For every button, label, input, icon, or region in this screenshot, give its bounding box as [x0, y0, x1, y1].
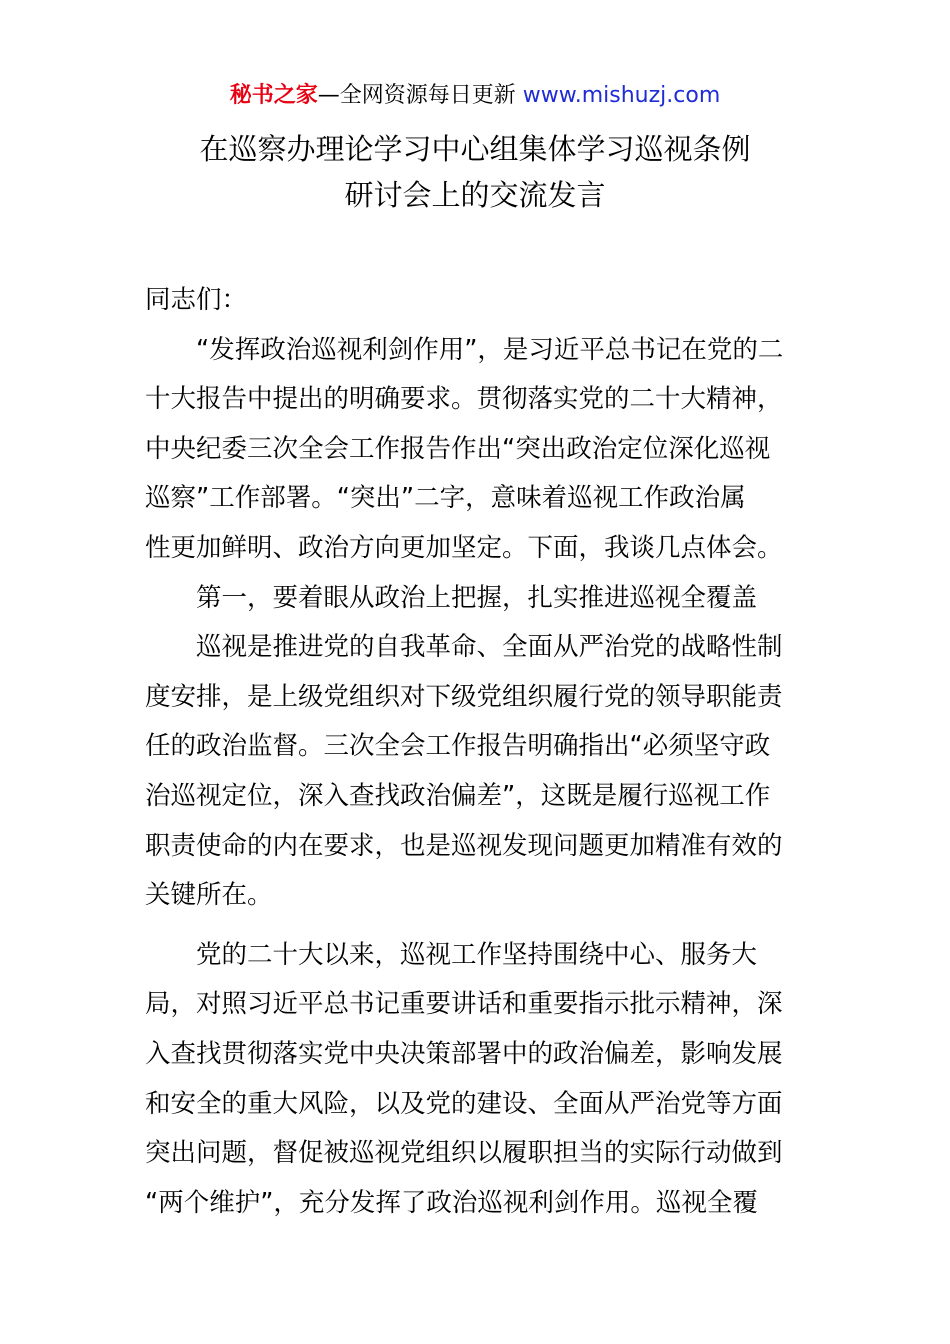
paragraph-line: 度安排，是上级党组织对下级党组织履行党的领导职能责 — [145, 681, 783, 712]
paragraph-line: “两个维护”，充分发挥了政治巡视利剑作用。巡视全覆 — [145, 1187, 758, 1218]
paragraph-line: 局，对照习近平总书记重要讲话和重要指示批示精神，深 — [145, 989, 783, 1020]
paragraph-2 — [145, 623, 807, 921]
site-header — [0, 80, 950, 112]
title-line-1: 在巡察办理论学习中心组集体学习巡视条例 — [199, 132, 751, 166]
brand-name: 秘书之家 — [229, 83, 318, 108]
paragraph-line: “发挥政治巡视利剑作用”，是习近平总书记在党的二 — [196, 334, 784, 365]
paragraph-3 — [145, 931, 807, 1229]
document-title — [0, 126, 950, 218]
paragraph-line: 中央纪委三次全会工作报告作出“突出政治定位深化巡视 — [145, 433, 771, 464]
document-body — [145, 276, 807, 1228]
paragraph-intro — [145, 326, 807, 574]
paragraph-line: 职责使命的内在要求，也是巡视发现问题更加精准有效的 — [145, 830, 783, 861]
paragraph-line: 入查找贯彻落实党中央决策部署中的政治偏差，影响发展 — [145, 1038, 783, 1069]
paragraph-line: 十大报告中提出的明确要求。贯彻落实党的二十大精神， — [145, 384, 783, 415]
salutation: 同志们： — [145, 285, 248, 315]
paragraph-line: 性更加鲜明、政治方向更加坚定。下面，我谈几点体会。 — [145, 532, 783, 563]
title-line-2: 研讨会上的交流发言 — [344, 178, 606, 212]
paragraph-line: 巡察”工作部署。“突出”二字，意味着巡视工作政治属 — [145, 483, 746, 514]
paragraph-spacer — [145, 921, 807, 931]
paragraph-line: 关键所在。 — [145, 880, 273, 911]
section-heading-1: 第一，要着眼从政治上把握，扎实推进巡视全覆盖 — [196, 582, 758, 613]
paragraph-line: 党的二十大以来，巡视工作坚持围绕中心、服务大 — [196, 939, 758, 970]
paragraph-line: 和安全的重大风险，以及党的建设、全面从严治党等方面 — [145, 1088, 783, 1119]
site-url-link[interactable]: www.mishuzj.com — [522, 83, 721, 108]
paragraph-line: 突出问题，督促被巡视党组织以履职担当的实际行动做到 — [145, 1138, 783, 1169]
header-tagline: —全网资源每日更新 — [317, 83, 523, 108]
paragraph-line: 任的政治监督。三次全会工作报告明确指出“必须坚守政 — [145, 731, 771, 762]
paragraph-line: 治巡视定位，深入查找政治偏差”，这既是履行巡视工作 — [145, 780, 771, 811]
paragraph-line: 巡视是推进党的自我革命、全面从严治党的战略性制 — [196, 632, 783, 663]
